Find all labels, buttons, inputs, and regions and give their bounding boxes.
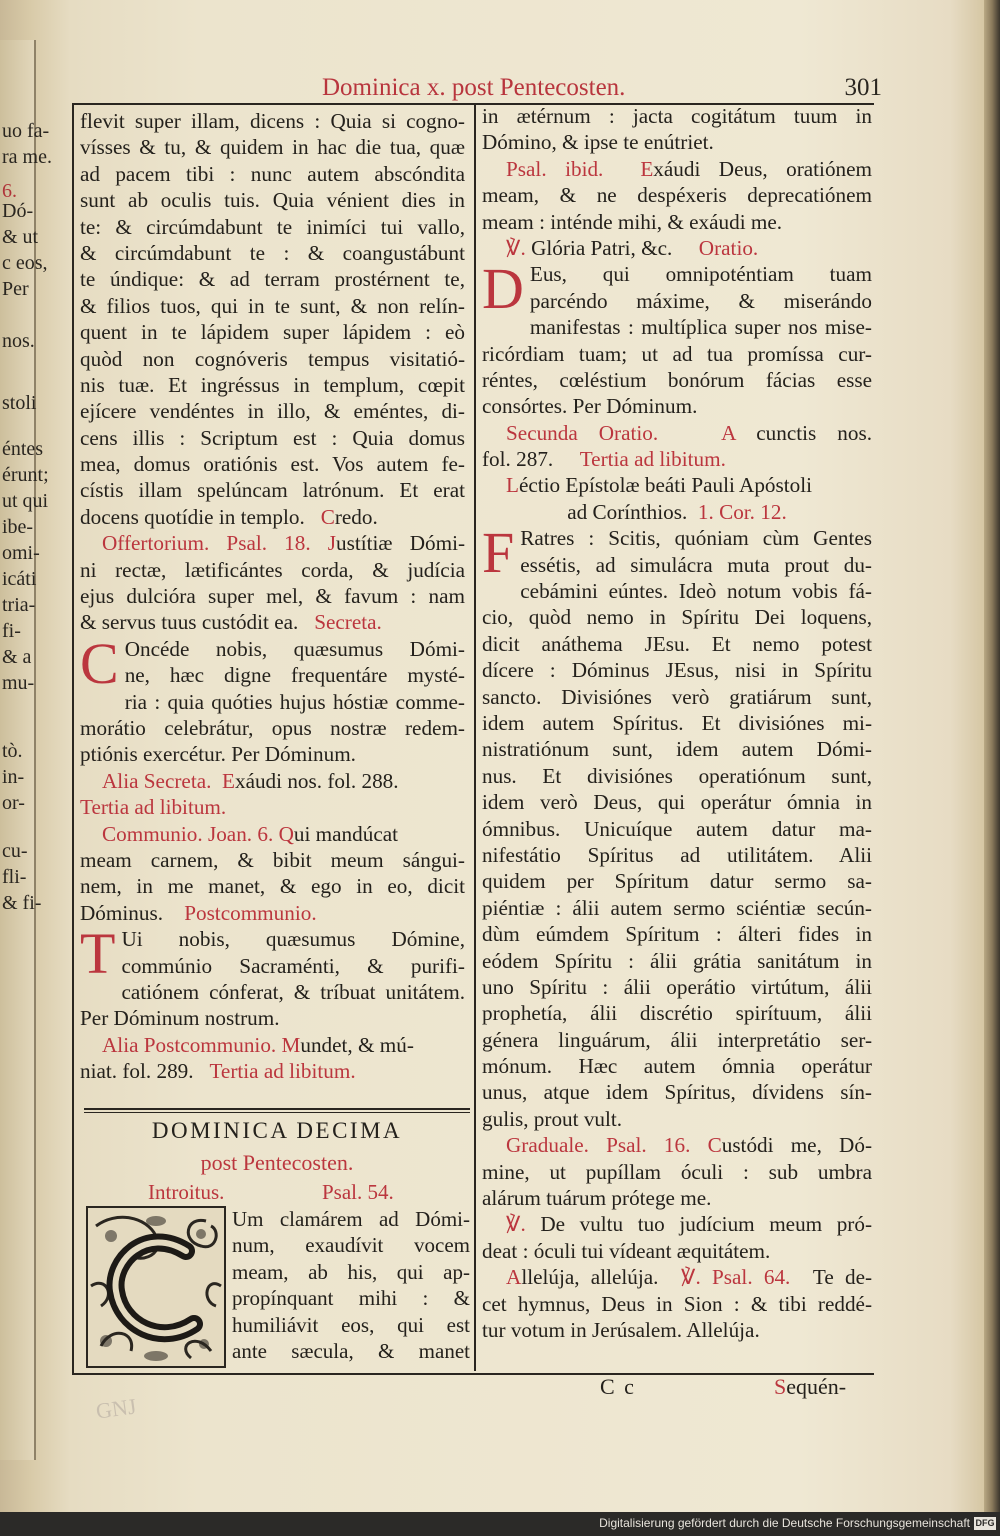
- text-line: Um clamárem ad Dómi-: [232, 1207, 470, 1231]
- text-line: sancto. Divisiónes verò gratiárum sunt,: [482, 684, 872, 709]
- text-line: prophetía, álii discrétio spirítuum, álii: [482, 1001, 872, 1026]
- lectio-title: éctio Epístolæ beáti Pauli Apóstoli: [518, 473, 813, 498]
- psalm-label: Psal. ibid.: [506, 156, 604, 181]
- text-line: quidem per Spíritum datur sermo sa-: [482, 869, 872, 894]
- introitus-label: Introitus.: [148, 1180, 225, 1204]
- text-line: propínquant mihi : &: [232, 1286, 470, 1311]
- margin-fragment: in-: [2, 766, 25, 788]
- oratio-label: Oratio.: [698, 235, 759, 260]
- text-line: tur votum in Jerúsalem. Allelúja.: [482, 1317, 760, 1342]
- versicle-icon: ℣.: [680, 1265, 701, 1290]
- communio-end: Dóminus.: [80, 900, 163, 925]
- text-line: cístis illam spelúncam latrónum. Et erat: [80, 478, 465, 503]
- graduale-label: Graduale. Psal. 16.: [506, 1133, 691, 1158]
- text-line: Ui nobis, quæsumus Dómine,: [121, 927, 465, 952]
- graduale-text: ustódi me, Dó-: [721, 1133, 872, 1158]
- text-line: [80, 504, 465, 530]
- text-line: uno Spíritu : álii operátio virtútum, álii: [482, 974, 872, 999]
- text-line: & filios tuos, qui in te sunt, & non relín-: [80, 293, 465, 318]
- text-line: sunt ab oculis tuis. Quia vénient dies in: [80, 188, 465, 213]
- secunda-oratio-label: Secunda Oratio.: [506, 420, 659, 445]
- alia-secreta-text: xáudi nos. fol. 288.: [234, 768, 399, 793]
- text-line: dícere : Dóminus JEsus, nisi in Spíritu: [482, 658, 872, 683]
- text-line: ante sæcula, & manet: [232, 1338, 470, 1363]
- text-line: eódem Spíritu : álii grátia sanitátum in: [482, 948, 872, 973]
- text-line: cebámini eúntes. Ideò notum vobis fá-: [520, 579, 872, 604]
- text-line: flevit super illam, dicens : Quia si cogno-: [80, 109, 465, 133]
- offertorium-initial: J: [327, 531, 337, 556]
- text-line: [482, 1264, 872, 1290]
- drop-cap: T: [80, 921, 116, 987]
- page-edge: [984, 0, 1000, 1512]
- text-line: [482, 1211, 872, 1237]
- versicle-icon: ℣.: [506, 1212, 526, 1237]
- page-number: 301: [844, 74, 882, 101]
- text-line: [80, 609, 465, 635]
- text-line: [482, 446, 872, 472]
- tertia-label: Tertia ad libitum.: [579, 447, 726, 472]
- text-line: commúnio Sacraménti, & purifi-: [121, 953, 465, 978]
- text-line: cens illis : Scriptum est : Quia domus: [80, 425, 465, 450]
- introitus-psalm: Psal. 54.: [322, 1180, 394, 1204]
- text-line: nem, in me manet, & ego in eo, dicit: [80, 874, 465, 899]
- text-line: in ætérnum : jacta cogitátum tuum in: [482, 104, 872, 128]
- alia-secreta-initial: E: [222, 768, 235, 793]
- margin-fragment: & ut: [2, 226, 39, 248]
- alleluia-verse-start: Te de-: [812, 1265, 873, 1290]
- credit-text: Digitalisierung gefördert durch die Deutsche Forschungsgemeinschaft: [599, 1516, 970, 1530]
- text-line: [482, 1132, 872, 1158]
- margin-fragment: icáti: [2, 568, 37, 590]
- text-line: [482, 420, 872, 446]
- text-line: meam, ab his, qui ap-: [232, 1259, 470, 1284]
- text-line: ptiónis exercétur. Per Dóminum.: [80, 742, 356, 767]
- woodcut-initial-c-icon: [86, 1206, 226, 1368]
- secunda-oratio-text: cunctis nos.: [756, 420, 872, 445]
- margin-fragment: uo fa-: [2, 120, 50, 142]
- text-line: nis tuæ. Et ingréssus in templum, cœpit: [80, 372, 465, 397]
- text-line: parcéndo máxime, & miserándo: [529, 288, 872, 313]
- offertorium-end: & servus tuus custódit ea.: [80, 610, 299, 635]
- text-line: [80, 900, 465, 926]
- text-line: Oncéde nobis, quæsumus Dómi-: [124, 636, 465, 661]
- margin-fragment: ra me.: [2, 146, 52, 168]
- text-line: num, exaudívit vocem: [232, 1233, 470, 1258]
- gloria-text: Glória Patri, &c.: [531, 235, 673, 260]
- text-line: ne, hæc digne frequentáre mysté-: [124, 663, 465, 688]
- credo-rest: redo.: [334, 504, 378, 529]
- postcommunio-label: Postcommunio.: [184, 900, 317, 925]
- communio-initial: Q: [278, 821, 294, 846]
- text-line: catiónem cónferat, & tríbuat unitátem.: [121, 979, 465, 1004]
- dominica-subheading: post Pentecosten.: [200, 1150, 354, 1175]
- text-line: morátio celebrátur, opus nostræ redem-: [80, 715, 465, 740]
- secreta-block: [80, 630, 465, 768]
- lectio-reference: 1. Cor. 12.: [697, 499, 787, 524]
- text-line: génera linguárum, álii interpretátio ser-: [482, 1027, 872, 1052]
- text-line: [80, 530, 465, 556]
- psalm-initial: E: [640, 156, 654, 181]
- drop-cap: F: [482, 520, 515, 586]
- text-line: [482, 235, 872, 261]
- text-line: gulis, prout vult.: [482, 1106, 623, 1131]
- text-line: Tertia ad libitum.: [80, 795, 227, 820]
- text-line: ad pacem tibi : nunc autem abscóndita: [80, 161, 465, 186]
- text-line: idem verò Deus, qui operátur ómnia in: [482, 790, 872, 815]
- lectio-title-2: ad Corínthios.: [567, 499, 688, 524]
- signature-mark: C c: [600, 1374, 636, 1399]
- text-line: [482, 156, 872, 182]
- text-line: [80, 1032, 465, 1058]
- text-line: [482, 499, 872, 525]
- catchword-initial: S: [774, 1374, 787, 1399]
- postcommunio-block: [80, 921, 465, 1032]
- text-line: [80, 821, 465, 847]
- text-line: [80, 1058, 465, 1084]
- margin-fragment: éntes: [2, 438, 44, 460]
- text-line: manifestas : multíplica super nos mise-: [529, 315, 872, 340]
- text-line: consórtes. Per Dóminum.: [482, 394, 698, 419]
- text-line: réntes, cœléstium bonórum fácias esse: [482, 367, 872, 392]
- text-line: ejus dulcióra super mel, & favum : nam: [80, 584, 465, 609]
- text-line: nifestátio Spíritus ad utilitátem. Alii: [482, 842, 872, 867]
- oratio-block: [482, 256, 872, 419]
- folio-ref: fol. 287.: [482, 447, 554, 472]
- text-line: cet hymnus, Deus in Sion : & tibi reddé-: [482, 1291, 872, 1316]
- introitus-text: [232, 1206, 470, 1364]
- text-line: alárum tuárum prótege me.: [482, 1186, 712, 1211]
- text-line: humiliávit eos, qui est: [232, 1312, 470, 1337]
- text-line: ejícere vendéntes in illo, & eméntes, di-: [80, 399, 465, 424]
- previous-page-edge: [0, 40, 52, 1460]
- text-line: te úndique: & ad terram prostérnent te,: [80, 267, 465, 292]
- margin-fragment: omi-: [2, 542, 40, 564]
- drop-cap: C: [80, 630, 119, 696]
- text-line: meam, & ne despéxeris deprecatiónem: [482, 183, 872, 208]
- gospel-end: docens quotídie in templo.: [80, 504, 305, 529]
- margin-fragment: tò.: [2, 740, 23, 762]
- text-line: meam : inténde mihi, & exáudi me.: [482, 209, 783, 234]
- section-rule: [84, 1108, 470, 1110]
- alleluia-initial: A: [506, 1265, 522, 1290]
- margin-fragment: tria-: [2, 594, 36, 616]
- versicle-text: De vultu tuo judícium meum pró-: [540, 1212, 872, 1237]
- dominica-heading: DOMINICA DECIMA: [151, 1118, 403, 1143]
- margin-fragment: nos.: [2, 330, 35, 352]
- margin-fragment: Per: [2, 278, 29, 300]
- text-line: ricórdiam tuam; ut ad tua promíssa cur-: [482, 341, 872, 366]
- digitization-credit-bar: [0, 1512, 1000, 1536]
- running-title: Dominica x. post Pentecosten.: [322, 74, 626, 101]
- text-line: Eus, qui omnipoténtiam tuam: [529, 262, 872, 287]
- alia-postcommunio-initial: M: [281, 1032, 301, 1057]
- text-line: ómnibus. Unicuíque autem datur ma-: [482, 816, 872, 841]
- communio-label: Communio. Joan. 6.: [102, 821, 274, 846]
- catchword: [774, 1374, 846, 1400]
- margin-fragment: 6.: [2, 180, 17, 202]
- text-line: deat : óculi tui vídeant æquitátem.: [482, 1238, 771, 1263]
- text-line: & circúmdabunt te : & coangustábunt: [80, 240, 465, 265]
- margin-fragment: érunt;: [2, 464, 49, 486]
- text-line: Per Dóminum nostrum.: [80, 1006, 280, 1031]
- alia-postcommunio-text: undet, & mú-: [300, 1032, 414, 1057]
- text-line: meam carnem, & bibit meum sángui-: [80, 847, 465, 872]
- secreta-label: Secreta.: [314, 610, 382, 635]
- psalm-text: xáudi Deus, oratiónem: [653, 156, 873, 181]
- alia-postcommunio-label: Alia Postcommunio.: [102, 1032, 277, 1057]
- text-line: idem autem Spíritus. Et divisiónes mi-: [482, 710, 872, 735]
- text-line: [482, 472, 872, 498]
- faint-stamp: GNJ: [94, 1393, 138, 1424]
- margin-fragment: fli-: [2, 866, 27, 888]
- text-line: nistratiónum sunt, idem autem Dómi-: [482, 737, 872, 762]
- text-line: quòd non cognóveris tempus visitatió-: [80, 346, 465, 371]
- lectio-initial: L: [506, 473, 519, 498]
- alia-secreta-label: Alia Secreta.: [102, 768, 212, 793]
- offertorium-text: ustítiæ Dómi-: [336, 531, 466, 556]
- text-line: [80, 768, 465, 794]
- text-line: te: & circúmdabunt te inimíci tui vallo,: [80, 214, 465, 239]
- catchword-rest: equén-: [786, 1374, 847, 1399]
- running-head: [70, 74, 882, 104]
- text-line: vísses & tu, & quidem in hac die tua, quæ: [80, 135, 465, 160]
- text-line: nus. Et divisiónes operatiónum sunt,: [482, 763, 872, 788]
- text-line: piéntiæ : álii autem sermo sciéntiæ secún-: [482, 895, 872, 920]
- text-line: cio, quòd nemo in Spíritu Dei loquens,: [482, 605, 872, 630]
- text-line: quent in te lápidem super lápidem : eò: [80, 320, 465, 345]
- margin-fragment: Dó-: [2, 200, 34, 222]
- drop-cap: D: [482, 256, 524, 322]
- graduale-initial: C: [707, 1133, 722, 1158]
- margin-fragment: & fi-: [2, 892, 42, 914]
- alleluia-psalm: Psal. 64.: [712, 1265, 791, 1290]
- margin-fragment: cu-: [2, 840, 28, 862]
- margin-fragment: stoli: [2, 392, 37, 414]
- offertorium-label: Offertorium. Psal. 18.: [102, 531, 311, 556]
- epistle-block: [482, 520, 872, 1132]
- text-line: mónum. Hæc autem ómnia operátur: [482, 1054, 872, 1079]
- tertia-label: Tertia ad libitum.: [209, 1059, 356, 1084]
- text-line: unus, atque idem Spíritus, dívidens sín-: [482, 1080, 872, 1105]
- margin-fragment: ut qui: [2, 490, 49, 512]
- text-line: ria : quia quóties hujus hóstiæ comme-: [124, 689, 465, 714]
- text-line: Ratres : Scitis, quóniam cùm Gentes: [520, 526, 872, 551]
- text-line: essétis, ad simulácra muta prout du-: [520, 552, 872, 577]
- versicle-icon: ℣.: [506, 235, 526, 260]
- alia-postcommunio-fol: niat. fol. 289.: [80, 1059, 194, 1084]
- column-rule: [474, 103, 476, 1371]
- communio-text: ui mandúcat: [293, 821, 399, 846]
- margin-fragment: ibe-: [2, 516, 34, 538]
- section-rule-thin: [84, 1112, 470, 1113]
- margin-fragment: or-: [2, 792, 25, 814]
- left-column: [80, 108, 465, 1084]
- dfg-logo-icon: DFG: [975, 1518, 995, 1528]
- margin-fragment: c eos,: [2, 252, 48, 274]
- text-line: Dómino, & ipse te enútriet.: [482, 130, 714, 155]
- margin-fragment: mu-: [2, 672, 35, 694]
- text-line: ni rectæ, lætificántes corda, & judícia: [80, 557, 465, 582]
- text-line: mine, ut pupíllam óculi : sub umbra: [482, 1159, 872, 1184]
- right-column: [482, 103, 872, 1343]
- text-line: dùm eúmdem Spíritum : álteri fides in: [482, 922, 872, 947]
- text-line: dicit anáthema JEsu. Et nemo potest: [482, 631, 872, 656]
- margin-fragment: fi-: [2, 620, 21, 642]
- margin-fragment: & a: [2, 646, 32, 668]
- text-line: mea, domus oratiónis est. Vos autem fe-: [80, 452, 465, 477]
- alleluia-text: llelúja, allelúja.: [521, 1265, 659, 1290]
- secunda-oratio-initial: A: [721, 420, 736, 445]
- credo-initial: C: [320, 504, 335, 529]
